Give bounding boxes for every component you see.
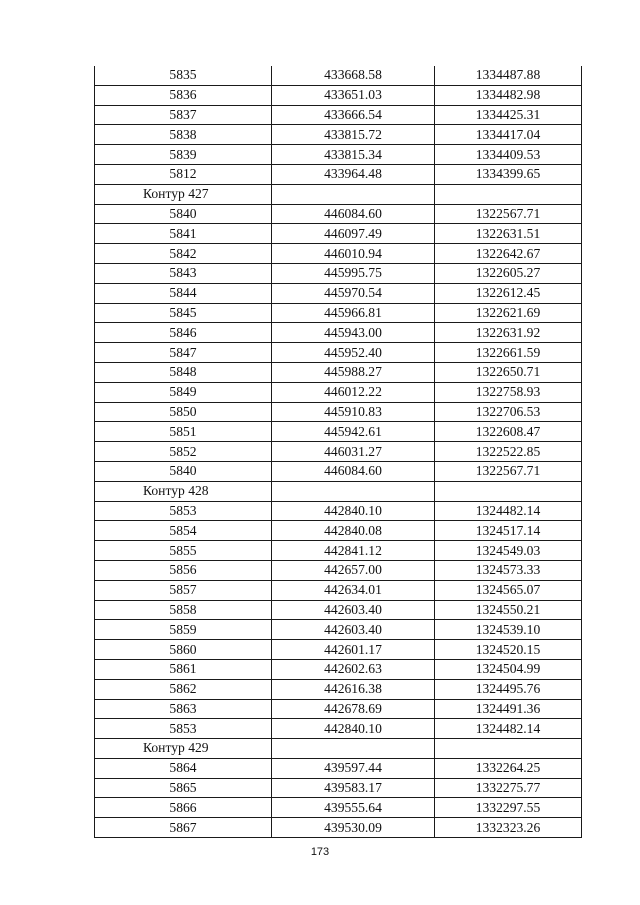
point-id: 5853 <box>95 719 272 739</box>
table-row <box>95 620 582 640</box>
x-coordinate: 442602.63 <box>272 659 435 679</box>
x-coordinate: 433666.54 <box>272 105 435 125</box>
table-row <box>95 362 582 382</box>
empty-cell <box>272 184 435 204</box>
y-coordinate: 1334487.88 <box>435 66 582 85</box>
y-coordinate: 1332297.55 <box>435 798 582 818</box>
x-coordinate: 439583.17 <box>272 778 435 798</box>
table-row <box>95 125 582 145</box>
x-coordinate: 442601.17 <box>272 640 435 660</box>
table-row <box>95 541 582 561</box>
point-id: 5865 <box>95 778 272 798</box>
y-coordinate: 1322650.71 <box>435 362 582 382</box>
y-coordinate: 1324549.03 <box>435 541 582 561</box>
y-coordinate: 1324520.15 <box>435 640 582 660</box>
point-id: 5857 <box>95 580 272 600</box>
point-id: 5864 <box>95 758 272 778</box>
table-row <box>95 263 582 283</box>
table-row <box>95 798 582 818</box>
y-coordinate: 1322642.67 <box>435 244 582 264</box>
table-row <box>95 600 582 620</box>
x-coordinate: 446012.22 <box>272 382 435 402</box>
y-coordinate: 1324550.21 <box>435 600 582 620</box>
table-row <box>95 560 582 580</box>
y-coordinate: 1334482.98 <box>435 85 582 105</box>
y-coordinate: 1332275.77 <box>435 778 582 798</box>
coordinates-table-body <box>95 66 582 838</box>
x-coordinate: 446097.49 <box>272 224 435 244</box>
y-coordinate: 1322621.69 <box>435 303 582 323</box>
x-coordinate: 445942.61 <box>272 422 435 442</box>
point-id: 5838 <box>95 125 272 145</box>
x-coordinate: 433964.48 <box>272 164 435 184</box>
table-row <box>95 303 582 323</box>
x-coordinate: 433651.03 <box>272 85 435 105</box>
point-id: 5851 <box>95 422 272 442</box>
table-row <box>95 422 582 442</box>
section-header-row <box>95 184 582 204</box>
section-label: Контур 429 <box>95 739 272 759</box>
point-id: 5845 <box>95 303 272 323</box>
empty-cell <box>435 481 582 501</box>
section-label: Контур 427 <box>95 184 272 204</box>
table-row <box>95 719 582 739</box>
point-id: 5848 <box>95 362 272 382</box>
table-row <box>95 224 582 244</box>
point-id: 5835 <box>95 66 272 85</box>
y-coordinate: 1322758.93 <box>435 382 582 402</box>
table-row <box>95 402 582 422</box>
point-id: 5863 <box>95 699 272 719</box>
x-coordinate: 445943.00 <box>272 323 435 343</box>
table-row <box>95 461 582 481</box>
point-id: 5846 <box>95 323 272 343</box>
point-id: 5861 <box>95 659 272 679</box>
point-id: 5837 <box>95 105 272 125</box>
x-coordinate: 446010.94 <box>272 244 435 264</box>
point-id: 5853 <box>95 501 272 521</box>
y-coordinate: 1324565.07 <box>435 580 582 600</box>
table-row <box>95 659 582 679</box>
y-coordinate: 1322608.47 <box>435 422 582 442</box>
y-coordinate: 1324504.99 <box>435 659 582 679</box>
table-row <box>95 699 582 719</box>
x-coordinate: 439597.44 <box>272 758 435 778</box>
table-row <box>95 501 582 521</box>
point-id: 5839 <box>95 145 272 165</box>
table-row <box>95 66 582 85</box>
y-coordinate: 1322567.71 <box>435 204 582 224</box>
y-coordinate: 1324482.14 <box>435 719 582 739</box>
y-coordinate: 1332323.26 <box>435 818 582 838</box>
point-id: 5860 <box>95 640 272 660</box>
table-row <box>95 778 582 798</box>
y-coordinate: 1324517.14 <box>435 521 582 541</box>
table-row <box>95 323 582 343</box>
point-id: 5844 <box>95 283 272 303</box>
point-id: 5867 <box>95 818 272 838</box>
x-coordinate: 442657.00 <box>272 560 435 580</box>
table-row <box>95 85 582 105</box>
table-row <box>95 382 582 402</box>
x-coordinate: 442840.10 <box>272 719 435 739</box>
y-coordinate: 1324539.10 <box>435 620 582 640</box>
x-coordinate: 433815.34 <box>272 145 435 165</box>
point-id: 5850 <box>95 402 272 422</box>
point-id: 5855 <box>95 541 272 561</box>
y-coordinate: 1322612.45 <box>435 283 582 303</box>
point-id: 5840 <box>95 204 272 224</box>
y-coordinate: 1324491.36 <box>435 699 582 719</box>
table-row <box>95 343 582 363</box>
x-coordinate: 445970.54 <box>272 283 435 303</box>
table-row <box>95 105 582 125</box>
x-coordinate: 445995.75 <box>272 263 435 283</box>
y-coordinate: 1322631.92 <box>435 323 582 343</box>
empty-cell <box>435 739 582 759</box>
point-id: 5859 <box>95 620 272 640</box>
point-id: 5812 <box>95 164 272 184</box>
table-row <box>95 442 582 462</box>
x-coordinate: 439555.64 <box>272 798 435 818</box>
y-coordinate: 1322631.51 <box>435 224 582 244</box>
point-id: 5841 <box>95 224 272 244</box>
point-id: 5858 <box>95 600 272 620</box>
point-id: 5866 <box>95 798 272 818</box>
x-coordinate: 442634.01 <box>272 580 435 600</box>
x-coordinate: 442841.12 <box>272 541 435 561</box>
table-row <box>95 818 582 838</box>
table-row <box>95 164 582 184</box>
empty-cell <box>435 184 582 204</box>
x-coordinate: 433815.72 <box>272 125 435 145</box>
table-row <box>95 758 582 778</box>
point-id: 5843 <box>95 263 272 283</box>
point-id: 5856 <box>95 560 272 580</box>
point-id: 5854 <box>95 521 272 541</box>
point-id: 5836 <box>95 85 272 105</box>
y-coordinate: 1322605.27 <box>435 263 582 283</box>
table-row <box>95 244 582 264</box>
table-row <box>95 521 582 541</box>
x-coordinate: 446084.60 <box>272 461 435 481</box>
x-coordinate: 433668.58 <box>272 66 435 85</box>
table-row <box>95 204 582 224</box>
page-number: 173 <box>310 846 330 858</box>
point-id: 5849 <box>95 382 272 402</box>
x-coordinate: 442603.40 <box>272 620 435 640</box>
y-coordinate: 1322567.71 <box>435 461 582 481</box>
table-row <box>95 283 582 303</box>
y-coordinate: 1322522.85 <box>435 442 582 462</box>
y-coordinate: 1332264.25 <box>435 758 582 778</box>
y-coordinate: 1324495.76 <box>435 679 582 699</box>
table-row <box>95 580 582 600</box>
x-coordinate: 445988.27 <box>272 362 435 382</box>
section-label: Контур 428 <box>95 481 272 501</box>
x-coordinate: 446031.27 <box>272 442 435 462</box>
x-coordinate: 445952.40 <box>272 343 435 363</box>
y-coordinate: 1334409.53 <box>435 145 582 165</box>
point-id: 5840 <box>95 461 272 481</box>
y-coordinate: 1334399.65 <box>435 164 582 184</box>
point-id: 5847 <box>95 343 272 363</box>
y-coordinate: 1334417.04 <box>435 125 582 145</box>
table-row <box>95 679 582 699</box>
y-coordinate: 1322706.53 <box>435 402 582 422</box>
section-header-row <box>95 739 582 759</box>
y-coordinate: 1324482.14 <box>435 501 582 521</box>
x-coordinate: 442603.40 <box>272 600 435 620</box>
x-coordinate: 445910.83 <box>272 402 435 422</box>
point-id: 5862 <box>95 679 272 699</box>
y-coordinate: 1324573.33 <box>435 560 582 580</box>
point-id: 5842 <box>95 244 272 264</box>
y-coordinate: 1334425.31 <box>435 105 582 125</box>
x-coordinate: 445966.81 <box>272 303 435 323</box>
x-coordinate: 442678.69 <box>272 699 435 719</box>
x-coordinate: 442616.38 <box>272 679 435 699</box>
empty-cell <box>272 739 435 759</box>
table-row <box>95 640 582 660</box>
x-coordinate: 442840.10 <box>272 501 435 521</box>
coordinates-table <box>94 66 582 838</box>
x-coordinate: 446084.60 <box>272 204 435 224</box>
x-coordinate: 439530.09 <box>272 818 435 838</box>
section-header-row <box>95 481 582 501</box>
empty-cell <box>272 481 435 501</box>
point-id: 5852 <box>95 442 272 462</box>
table-row <box>95 145 582 165</box>
y-coordinate: 1322661.59 <box>435 343 582 363</box>
x-coordinate: 442840.08 <box>272 521 435 541</box>
